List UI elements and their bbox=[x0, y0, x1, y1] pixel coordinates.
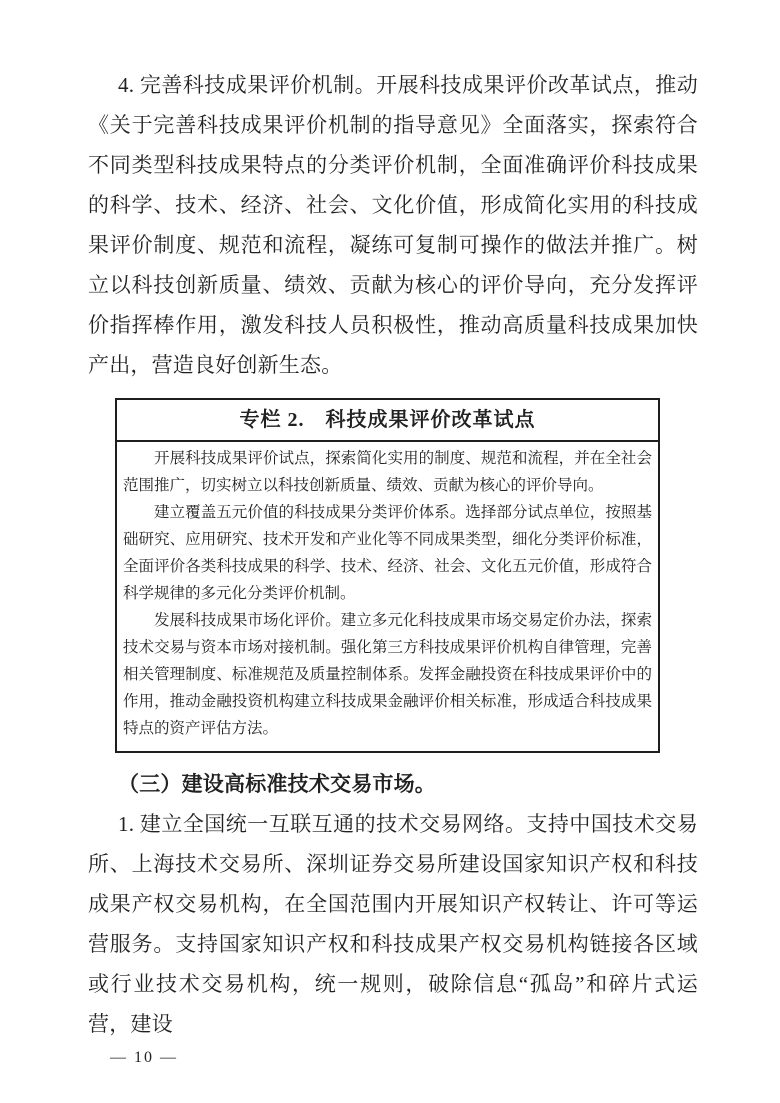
callout-paragraph-2: 建立覆盖五元价值的科技成果分类评价体系。选择部分试点单位，按照基础研究、应用研究、技术开发和产业化等不同成果类型，细化分类评价标准，全面评价各类科技成果的科学、技术、经济、社会、文化五元价值，形成符合科学规律的多元化分类评价机制。 bbox=[123, 504, 652, 602]
callout-box-body bbox=[117, 442, 658, 751]
callout-paragraph-3: 发展科技成果市场化评价。建立多元化科技成果市场交易定价办法，探索技术交易与资本市场对接机制。强化第三方科技成果评价机构自律管理，完善相关管理制度、标准规范及质量控制体系。发挥金融投资在科技成果评价中的作用，推动金融投资机构建立科技成果金融评价相关标准，形成适合科技成果特点的资产评估方法。 bbox=[123, 612, 652, 737]
callout-box-title: 专栏 2. 科技成果评价改革试点 bbox=[117, 400, 658, 442]
page-number: — 10 — bbox=[110, 1049, 178, 1066]
paragraph-item-4: 4. 完善科技成果评价机制。开展科技成果评价改革试点，推动《关于完善科技成果评价机制的指导意见》全面落实，探索符合不同类型科技成果特点的分类评价机制，全面准确评价科技成果的科学、技术、经济、社会、文化价值，形成简化实用的科技成果评价制度、规范和流程，凝练可复制可操作的做法并推广。树立以科技创新质量、绩效、贡献为核心的评价导向，充分发挥评价指挥棒作用，激发科技人员积极性，推动高质量科技成果加快产出，营造良好创新生态。 bbox=[88, 73, 698, 377]
section-heading: （三）建设高标准技术交易市场。 bbox=[118, 772, 436, 796]
callout-box bbox=[115, 398, 660, 753]
callout-paragraph-1: 开展科技成果评价试点，探索简化实用的制度、规范和流程，并在全社会范围推广，切实树立以科技创新质量、绩效、贡献为核心的评价导向。 bbox=[123, 450, 652, 494]
paragraph-item-1: 1. 建立全国统一互联互通的技术交易网络。支持中国技术交易所、上海技术交易所、深圳证券交易所建设国家知识产权和科技成果产权交易机构，在全国范围内开展知识产权转让、许可等运营服务。支持国家知识产权和科技成果产权交易机构链接各区域或行业技术交易机构，统一规则，破除信息“孤岛”和碎片式运营，建设 bbox=[88, 812, 698, 1036]
